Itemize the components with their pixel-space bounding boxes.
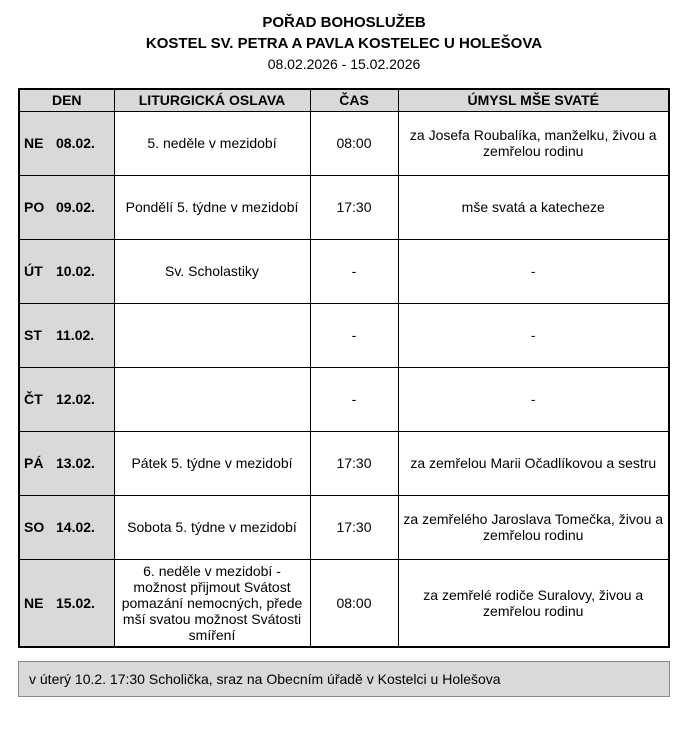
day-date: 08.02. [56,135,95,151]
table-header-row [19,89,669,111]
day-cell [19,367,114,431]
document-header [18,12,670,75]
intention-cell: - [398,367,669,431]
column-header-liturgicka-oslava: LITURGICKÁ OSLAVA [114,89,310,111]
day-date: 13.02. [56,455,95,471]
day-abbrev: PO [24,199,45,215]
time-cell: 17:30 [310,495,398,559]
intention-cell: - [398,239,669,303]
footer-note-text: v úterý 10.2. 17:30 Scholička, sraz na Obecním úřadě v Kostelci u Holešova [29,670,501,687]
intention-cell: za zemřelou Marii Očadlíkovou a sestru [398,431,669,495]
time-cell: - [310,303,398,367]
celebration-cell [114,303,310,367]
intention-cell: za Josefa Roubalíka, manželku, živou a zemřelou rodinu [398,111,669,175]
time-cell: 17:30 [310,431,398,495]
day-date: 10.02. [56,263,95,279]
day-abbrev: ČT [24,391,43,407]
day-cell [19,111,114,175]
page-title: POŘAD BOHOSLUŽEB [262,14,426,31]
time-cell: 08:00 [310,111,398,175]
day-cell [19,559,114,647]
schedule-row [19,175,669,239]
day-abbrev: NE [24,594,44,611]
time-cell: 17:30 [310,175,398,239]
column-header-umysl: ÚMYSL MŠE SVATÉ [398,89,669,111]
day-cell [19,431,114,495]
column-header-den: DEN [19,89,114,111]
day-abbrev: PÁ [24,455,44,471]
day-abbrev: ST [24,327,42,343]
intention-cell: za zemřelé rodiče Suralovy, živou a zemřelou rodinu [398,559,669,647]
celebration-cell: 6. neděle v mezidobí - možnost přijmout Svátost pomazání nemocných, přede mší svatou možnost Svátosti smíření [114,559,310,647]
day-cell [19,175,114,239]
schedule-row [19,303,669,367]
intention-cell: za zemřelého Jaroslava Tomečka, živou a zemřelou rodinu [398,495,669,559]
day-date: 15.02. [56,594,95,611]
intention-cell: mše svatá a katecheze [398,175,669,239]
day-date: 11.02. [56,327,95,343]
day-abbrev: SO [24,519,45,535]
day-abbrev: ÚT [24,263,43,279]
day-date: 12.02. [56,391,95,407]
day-abbrev: NE [24,135,44,151]
time-cell: 08:00 [310,559,398,647]
celebration-cell: Sv. Scholastiky [114,239,310,303]
day-cell [19,495,114,559]
schedule-table [18,88,670,648]
schedule-row [19,367,669,431]
time-cell: - [310,239,398,303]
day-date: 14.02. [56,519,95,535]
schedule-row [19,111,669,175]
intention-cell: - [398,303,669,367]
day-date: 09.02. [56,199,95,215]
celebration-cell: Pondělí 5. týdne v mezidobí [114,175,310,239]
schedule-row [19,559,669,647]
celebration-cell [114,367,310,431]
celebration-cell: Pátek 5. týdne v mezidobí [114,431,310,495]
day-cell [19,303,114,367]
church-name: KOSTEL SV. PETRA A PAVLA KOSTELEC U HOLEŠOVA [145,35,543,52]
time-cell: - [310,367,398,431]
footer-note [18,661,670,697]
column-header-cas: ČAS [310,89,398,111]
celebration-cell: 5. neděle v mezidobí [114,111,310,175]
schedule-row [19,495,669,559]
day-cell [19,239,114,303]
celebration-cell: Sobota 5. týdne v mezidobí [114,495,310,559]
date-range: 08.02.2026 - 15.02.2026 [267,56,421,72]
schedule-row [19,431,669,495]
schedule-row [19,239,669,303]
